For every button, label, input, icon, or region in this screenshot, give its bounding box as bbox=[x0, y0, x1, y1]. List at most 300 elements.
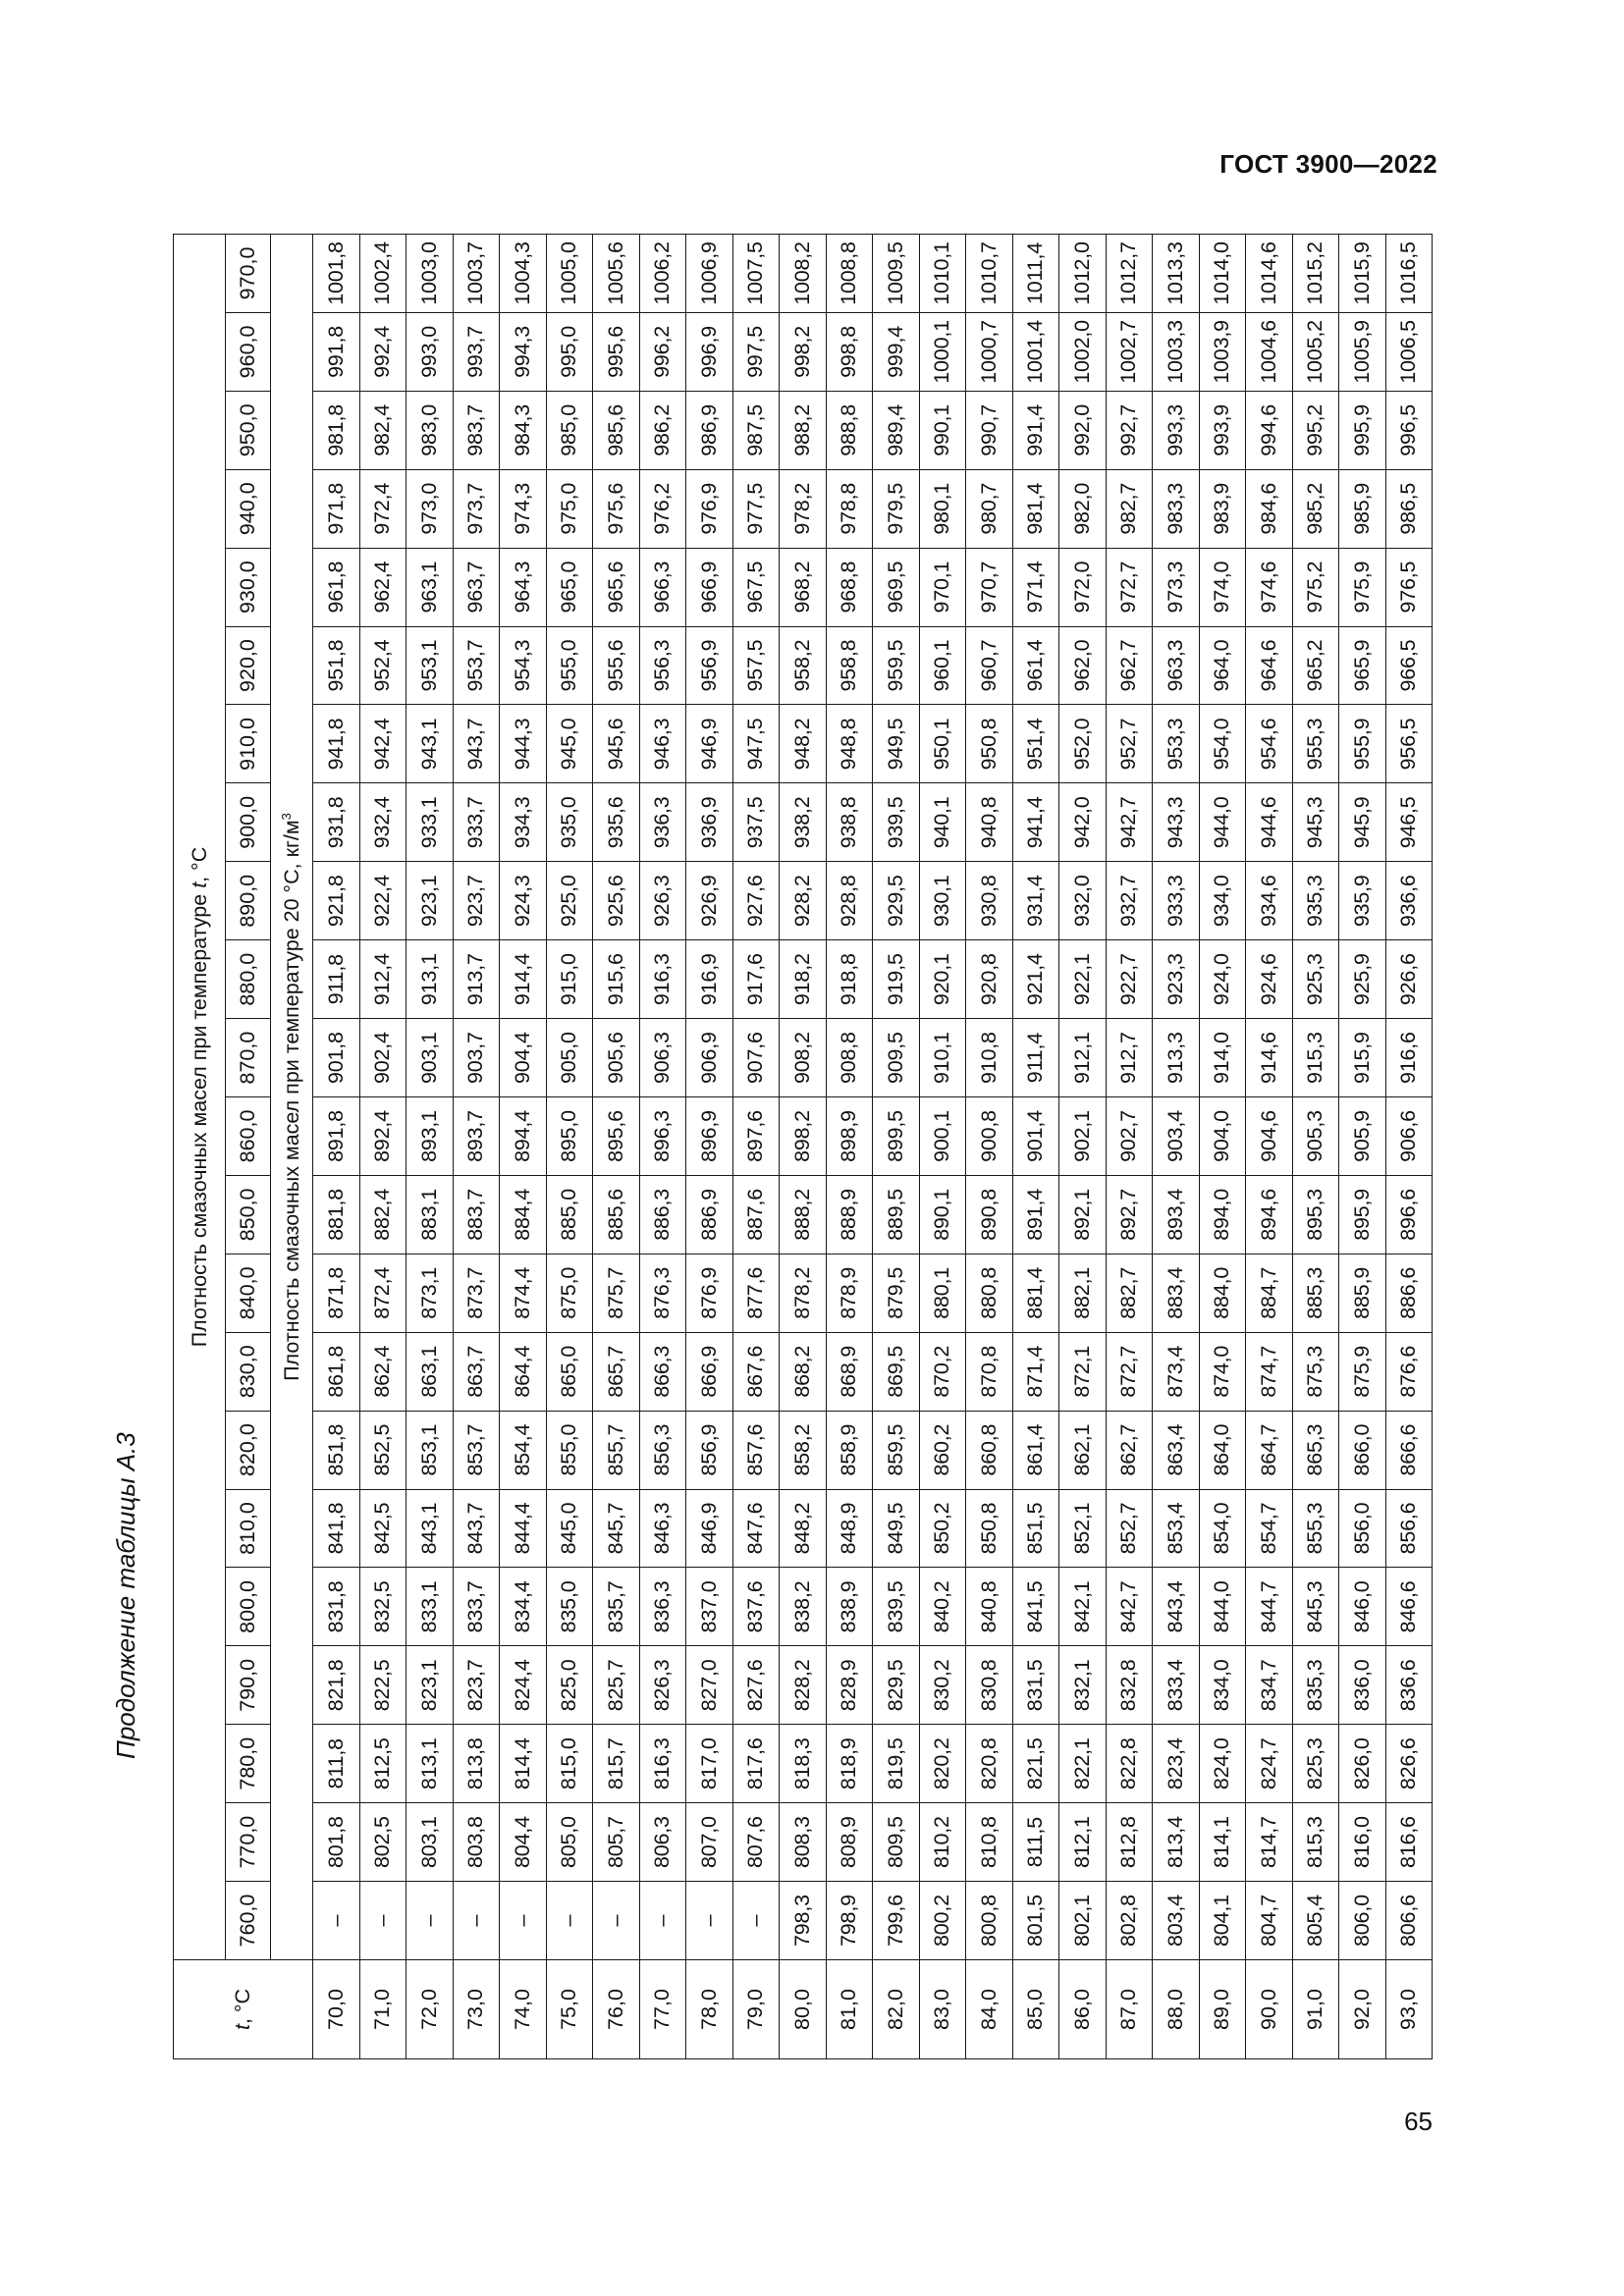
density-cell: 891,8 bbox=[313, 1097, 360, 1176]
density-cell: 862,7 bbox=[1106, 1411, 1153, 1489]
density-cell: 959,5 bbox=[873, 626, 920, 705]
caption-anchor bbox=[111, 1432, 140, 1760]
column-header: 960,0 bbox=[226, 312, 271, 391]
table-row bbox=[1106, 235, 1153, 2059]
density-cell: 1002,4 bbox=[359, 235, 406, 313]
density-cell: 912,7 bbox=[1106, 1019, 1153, 1097]
density-cell: 922,4 bbox=[359, 862, 406, 940]
table-row bbox=[1292, 235, 1339, 2059]
density-cell: 803,4 bbox=[1153, 1882, 1200, 1960]
density-cell: 926,3 bbox=[639, 862, 686, 940]
density-cell: 890,8 bbox=[966, 1175, 1013, 1254]
density-cell: 833,7 bbox=[453, 1568, 500, 1646]
density-cell: 818,3 bbox=[780, 1725, 827, 1803]
density-cell: 852,1 bbox=[1059, 1489, 1107, 1568]
density-cell: 876,3 bbox=[639, 1254, 686, 1332]
density-cell: 864,0 bbox=[1199, 1411, 1246, 1489]
density-cell: 871,4 bbox=[1012, 1332, 1059, 1411]
density-cell: 955,0 bbox=[546, 626, 593, 705]
row-temperature: 76,0 bbox=[593, 1960, 640, 2059]
document-code: ГОСТ 3900—2022 bbox=[1219, 149, 1437, 179]
row-temperature: 88,0 bbox=[1153, 1960, 1200, 2059]
density-cell: 991,8 bbox=[313, 312, 360, 391]
density-cell: 938,2 bbox=[780, 783, 827, 862]
density-cell: 869,5 bbox=[873, 1332, 920, 1411]
density-cell: 858,2 bbox=[780, 1411, 827, 1489]
density-cell: 911,8 bbox=[313, 940, 360, 1019]
density-cell: 872,4 bbox=[359, 1254, 406, 1332]
row-temperature: 84,0 bbox=[966, 1960, 1013, 2059]
density-cell: 841,8 bbox=[313, 1489, 360, 1568]
density-cell: 809,5 bbox=[873, 1803, 920, 1882]
density-cell: 844,7 bbox=[1246, 1568, 1293, 1646]
density-cell: 952,4 bbox=[359, 626, 406, 705]
density-cell: – bbox=[313, 1882, 360, 1960]
density-cell: 996,2 bbox=[639, 312, 686, 391]
density-cell: 903,1 bbox=[406, 1019, 454, 1097]
density-cell: 1000,1 bbox=[919, 312, 966, 391]
density-cell: 862,1 bbox=[1059, 1411, 1107, 1489]
column-header: 820,0 bbox=[226, 1411, 271, 1489]
density-cell: 826,6 bbox=[1385, 1725, 1433, 1803]
density-cell: 933,7 bbox=[453, 783, 500, 862]
density-cell: 933,1 bbox=[406, 783, 454, 862]
density-cell: 975,9 bbox=[1339, 548, 1386, 626]
density-cell: 884,0 bbox=[1199, 1254, 1246, 1332]
density-cell: 808,9 bbox=[826, 1803, 873, 1882]
density-cell: 840,8 bbox=[966, 1568, 1013, 1646]
density-cell: 863,4 bbox=[1153, 1411, 1200, 1489]
density-cell: 850,8 bbox=[966, 1489, 1013, 1568]
density-cell: 840,2 bbox=[919, 1568, 966, 1646]
density-cell: 1013,3 bbox=[1153, 235, 1200, 313]
density-cell: 996,9 bbox=[686, 312, 733, 391]
density-cell: 816,6 bbox=[1385, 1803, 1433, 1882]
density-cell: 909,5 bbox=[873, 1019, 920, 1097]
density-cell: 880,8 bbox=[966, 1254, 1013, 1332]
density-cell: 993,0 bbox=[406, 312, 454, 391]
density-cell: 931,8 bbox=[313, 783, 360, 862]
density-cell: 993,7 bbox=[453, 312, 500, 391]
column-header: 840,0 bbox=[226, 1254, 271, 1332]
density-cell: 943,7 bbox=[453, 705, 500, 783]
density-cell: 960,1 bbox=[919, 626, 966, 705]
density-cell: 953,3 bbox=[1153, 705, 1200, 783]
density-cell: 900,1 bbox=[919, 1097, 966, 1176]
density-cell: 985,0 bbox=[546, 391, 593, 469]
density-cell: 940,1 bbox=[919, 783, 966, 862]
density-cell: 961,8 bbox=[313, 548, 360, 626]
density-cell: 845,3 bbox=[1292, 1568, 1339, 1646]
table-row bbox=[1199, 235, 1246, 2059]
density-cell: 856,9 bbox=[686, 1411, 733, 1489]
density-cell: 866,3 bbox=[639, 1332, 686, 1411]
density-cell: 865,3 bbox=[1292, 1411, 1339, 1489]
density-cell: 866,9 bbox=[686, 1332, 733, 1411]
density-cell: 990,7 bbox=[966, 391, 1013, 469]
table-row bbox=[1339, 235, 1386, 2059]
density-cell: 986,9 bbox=[686, 391, 733, 469]
density-cell: 957,5 bbox=[732, 626, 780, 705]
density-cell: 960,7 bbox=[966, 626, 1013, 705]
density-cell: 931,4 bbox=[1012, 862, 1059, 940]
column-header: 830,0 bbox=[226, 1332, 271, 1411]
group-header bbox=[174, 235, 226, 1960]
density-cell: 935,9 bbox=[1339, 862, 1386, 940]
density-cell: 926,6 bbox=[1385, 940, 1433, 1019]
density-cell: 850,2 bbox=[919, 1489, 966, 1568]
density-cell: 954,3 bbox=[500, 626, 547, 705]
density-cell: 995,9 bbox=[1339, 391, 1386, 469]
density-cell: 828,9 bbox=[826, 1646, 873, 1725]
density-cell: 933,3 bbox=[1153, 862, 1200, 940]
density-cell: 905,0 bbox=[546, 1019, 593, 1097]
density-cell: 837,0 bbox=[686, 1568, 733, 1646]
density-cell: 922,1 bbox=[1059, 940, 1107, 1019]
density-cell: 927,6 bbox=[732, 862, 780, 940]
density-cell: 961,4 bbox=[1012, 626, 1059, 705]
density-cell: 846,0 bbox=[1339, 1568, 1386, 1646]
density-cell: 848,2 bbox=[780, 1489, 827, 1568]
density-cell: 886,9 bbox=[686, 1175, 733, 1254]
density-cell: 966,9 bbox=[686, 548, 733, 626]
density-cell: 971,4 bbox=[1012, 548, 1059, 626]
density-cell: 894,6 bbox=[1246, 1175, 1293, 1254]
density-cell: 861,4 bbox=[1012, 1411, 1059, 1489]
density-cell: 955,3 bbox=[1292, 705, 1339, 783]
density-cell: 799,6 bbox=[873, 1882, 920, 1960]
density-cell: 932,7 bbox=[1106, 862, 1153, 940]
column-header: 890,0 bbox=[226, 862, 271, 940]
density-cell: 1015,2 bbox=[1292, 235, 1339, 313]
density-cell: 983,0 bbox=[406, 391, 454, 469]
density-cell: 853,4 bbox=[1153, 1489, 1200, 1568]
density-cell: 978,8 bbox=[826, 469, 873, 548]
density-cell: 836,3 bbox=[639, 1568, 686, 1646]
density-cell: 893,4 bbox=[1153, 1175, 1200, 1254]
density-cell: 864,7 bbox=[1246, 1411, 1293, 1489]
row-temperature: 87,0 bbox=[1106, 1960, 1153, 2059]
density-cell: 882,7 bbox=[1106, 1254, 1153, 1332]
density-cell: 1012,0 bbox=[1059, 235, 1107, 313]
density-cell: 976,9 bbox=[686, 469, 733, 548]
density-cell: 864,4 bbox=[500, 1332, 547, 1411]
density-cell: 942,4 bbox=[359, 705, 406, 783]
density-cell: 965,9 bbox=[1339, 626, 1386, 705]
density-cell: 800,2 bbox=[919, 1882, 966, 1960]
density-cell: 835,7 bbox=[593, 1568, 640, 1646]
density-cell: 871,8 bbox=[313, 1254, 360, 1332]
density-cell: 1010,1 bbox=[919, 235, 966, 313]
density-cell: 890,1 bbox=[919, 1175, 966, 1254]
density-cell: 939,5 bbox=[873, 783, 920, 862]
density-cell: 965,0 bbox=[546, 548, 593, 626]
row-temperature: 70,0 bbox=[313, 1960, 360, 2059]
density-cell: 973,0 bbox=[406, 469, 454, 548]
density-cell: 925,0 bbox=[546, 862, 593, 940]
density-cell: 883,4 bbox=[1153, 1254, 1200, 1332]
density-cell: 851,5 bbox=[1012, 1489, 1059, 1568]
density-cell: 948,8 bbox=[826, 705, 873, 783]
density-cell: 885,3 bbox=[1292, 1254, 1339, 1332]
density-cell: 878,2 bbox=[780, 1254, 827, 1332]
row-temperature: 89,0 bbox=[1199, 1960, 1246, 2059]
density-cell: 816,0 bbox=[1339, 1803, 1386, 1882]
density-cell: 968,8 bbox=[826, 548, 873, 626]
density-cell: 855,0 bbox=[546, 1411, 593, 1489]
density-cell: 806,6 bbox=[1385, 1882, 1433, 1960]
density-cell: 825,0 bbox=[546, 1646, 593, 1725]
density-cell: 801,8 bbox=[313, 1803, 360, 1882]
density-cell: 1005,2 bbox=[1292, 312, 1339, 391]
density-cell: 1015,9 bbox=[1339, 235, 1386, 313]
density-cell: 802,5 bbox=[359, 1803, 406, 1882]
density-cell: – bbox=[639, 1882, 686, 1960]
density-cell: 955,9 bbox=[1339, 705, 1386, 783]
table-row bbox=[453, 235, 500, 2059]
density-cell: 952,7 bbox=[1106, 705, 1153, 783]
density-cell: 923,7 bbox=[453, 862, 500, 940]
density-cell: 895,9 bbox=[1339, 1175, 1386, 1254]
density-cell: 980,7 bbox=[966, 469, 1013, 548]
density-cell: 827,0 bbox=[686, 1646, 733, 1725]
density-cell: 951,4 bbox=[1012, 705, 1059, 783]
density-cell: 925,6 bbox=[593, 862, 640, 940]
group-header-text: Плотность смазочных масел при температуре bbox=[187, 887, 211, 1348]
density-cell: 998,8 bbox=[826, 312, 873, 391]
density-cell: 972,0 bbox=[1059, 548, 1107, 626]
density-cell: 891,4 bbox=[1012, 1175, 1059, 1254]
density-cell: 989,4 bbox=[873, 391, 920, 469]
column-header: 930,0 bbox=[226, 548, 271, 626]
density-cell: 964,6 bbox=[1246, 626, 1293, 705]
density-cell: 882,1 bbox=[1059, 1254, 1107, 1332]
density-cell: 815,3 bbox=[1292, 1803, 1339, 1882]
density-cell: 895,6 bbox=[593, 1097, 640, 1176]
density-cell: 973,7 bbox=[453, 469, 500, 548]
density-cell: 972,4 bbox=[359, 469, 406, 548]
density-cell: 983,3 bbox=[1153, 469, 1200, 548]
density-cell: 1003,3 bbox=[1153, 312, 1200, 391]
density-cell: 937,5 bbox=[732, 783, 780, 862]
density-cell: 913,3 bbox=[1153, 1019, 1200, 1097]
density-cell: 1016,5 bbox=[1385, 235, 1433, 313]
density-cell: 932,4 bbox=[359, 783, 406, 862]
density-cell: 1003,7 bbox=[453, 235, 500, 313]
density-cell: 965,2 bbox=[1292, 626, 1339, 705]
density-cell: 865,0 bbox=[546, 1332, 593, 1411]
density-cell: 833,1 bbox=[406, 1568, 454, 1646]
density-cell: 841,5 bbox=[1012, 1568, 1059, 1646]
density-cell: 954,6 bbox=[1246, 705, 1293, 783]
density-cell: 944,0 bbox=[1199, 783, 1246, 862]
density-cell: 985,6 bbox=[593, 391, 640, 469]
density-cell: 951,8 bbox=[313, 626, 360, 705]
density-cell: 955,6 bbox=[593, 626, 640, 705]
density-cell: 885,9 bbox=[1339, 1254, 1386, 1332]
density-cell: 860,2 bbox=[919, 1411, 966, 1489]
density-cell: 924,6 bbox=[1246, 940, 1293, 1019]
density-cell: 970,1 bbox=[919, 548, 966, 626]
density-cell: 806,0 bbox=[1339, 1882, 1386, 1960]
density-cell: 982,7 bbox=[1106, 469, 1153, 548]
density-cell: 894,4 bbox=[500, 1097, 547, 1176]
density-cell: 942,7 bbox=[1106, 783, 1153, 862]
density-cell: 873,1 bbox=[406, 1254, 454, 1332]
density-cell: 993,3 bbox=[1153, 391, 1200, 469]
density-cell: 923,1 bbox=[406, 862, 454, 940]
density-cell: 824,0 bbox=[1199, 1725, 1246, 1803]
density-cell: 851,8 bbox=[313, 1411, 360, 1489]
density-cell: 837,6 bbox=[732, 1568, 780, 1646]
row-temperature: 71,0 bbox=[359, 1960, 406, 2059]
density-cell: 872,7 bbox=[1106, 1332, 1153, 1411]
density-cell: 905,3 bbox=[1292, 1097, 1339, 1176]
density-cell: 996,5 bbox=[1385, 391, 1433, 469]
density-cell: 852,5 bbox=[359, 1411, 406, 1489]
density-cell: 983,7 bbox=[453, 391, 500, 469]
density-cell: 823,7 bbox=[453, 1646, 500, 1725]
density-cell: 831,8 bbox=[313, 1568, 360, 1646]
density-cell: 908,2 bbox=[780, 1019, 827, 1097]
density-cell: 900,8 bbox=[966, 1097, 1013, 1176]
density-cell: 874,4 bbox=[500, 1254, 547, 1332]
density-cell: 846,6 bbox=[1385, 1568, 1433, 1646]
density-cell: 964,3 bbox=[500, 548, 547, 626]
density-cell: 969,5 bbox=[873, 548, 920, 626]
density-cell: 915,6 bbox=[593, 940, 640, 1019]
density-cell: 982,0 bbox=[1059, 469, 1107, 548]
table-anchor bbox=[173, 241, 1421, 2060]
density-cell: 906,6 bbox=[1385, 1097, 1433, 1176]
table-row bbox=[639, 235, 686, 2059]
density-cell: 804,1 bbox=[1199, 1882, 1246, 1960]
density-cell: 863,7 bbox=[453, 1332, 500, 1411]
density-cell: 928,8 bbox=[826, 862, 873, 940]
density-cell: 870,8 bbox=[966, 1332, 1013, 1411]
density-cell: 824,4 bbox=[500, 1646, 547, 1725]
density-cell: 916,3 bbox=[639, 940, 686, 1019]
density-cell: – bbox=[406, 1882, 454, 1960]
density-cell: 967,5 bbox=[732, 548, 780, 626]
t-column-header bbox=[174, 1960, 313, 2059]
density-cell: 873,4 bbox=[1153, 1332, 1200, 1411]
density-cell: 956,5 bbox=[1385, 705, 1433, 783]
density-cell: 965,6 bbox=[593, 548, 640, 626]
density-cell: 958,8 bbox=[826, 626, 873, 705]
density-cell: 805,0 bbox=[546, 1803, 593, 1882]
density-cell: 813,1 bbox=[406, 1725, 454, 1803]
density-cell: 985,9 bbox=[1339, 469, 1386, 548]
density-cell: 886,6 bbox=[1385, 1254, 1433, 1332]
density-cell: 988,8 bbox=[826, 391, 873, 469]
density-cell: 988,2 bbox=[780, 391, 827, 469]
table-row bbox=[406, 235, 454, 2059]
density-cell: 819,5 bbox=[873, 1725, 920, 1803]
density-cell: 964,0 bbox=[1199, 626, 1246, 705]
density-cell: 1006,9 bbox=[686, 235, 733, 313]
table-row bbox=[1246, 235, 1293, 2059]
density-cell: 834,0 bbox=[1199, 1646, 1246, 1725]
density-cell: 899,5 bbox=[873, 1097, 920, 1176]
density-cell: 902,1 bbox=[1059, 1097, 1107, 1176]
density-cell: 912,1 bbox=[1059, 1019, 1107, 1097]
density-cell: 932,0 bbox=[1059, 862, 1107, 940]
density-cell: 798,3 bbox=[780, 1882, 827, 1960]
density-cell: 950,8 bbox=[966, 705, 1013, 783]
density-cell: 944,6 bbox=[1246, 783, 1293, 862]
page-number: 65 bbox=[1404, 2107, 1433, 2136]
density-cell: 896,9 bbox=[686, 1097, 733, 1176]
density-cell: 815,7 bbox=[593, 1725, 640, 1803]
density-cell: – bbox=[546, 1882, 593, 1960]
column-header: 870,0 bbox=[226, 1019, 271, 1097]
row-temperature: 75,0 bbox=[546, 1960, 593, 2059]
density-cell: 888,9 bbox=[826, 1175, 873, 1254]
density-cell: 925,3 bbox=[1292, 940, 1339, 1019]
density-cell: 856,0 bbox=[1339, 1489, 1386, 1568]
density-cell: 953,7 bbox=[453, 626, 500, 705]
density-cell: 855,7 bbox=[593, 1411, 640, 1489]
density-cell: 975,0 bbox=[546, 469, 593, 548]
density-cell: 949,5 bbox=[873, 705, 920, 783]
density-cell: 1005,0 bbox=[546, 235, 593, 313]
density-cell: 941,4 bbox=[1012, 783, 1059, 862]
density-cell: 812,5 bbox=[359, 1725, 406, 1803]
density-cell: 925,9 bbox=[1339, 940, 1386, 1019]
density-cell: 916,9 bbox=[686, 940, 733, 1019]
row-temperature: 77,0 bbox=[639, 1960, 686, 2059]
table-row bbox=[780, 235, 827, 2059]
column-header: 850,0 bbox=[226, 1175, 271, 1254]
row-temperature: 78,0 bbox=[686, 1960, 733, 2059]
density-cell: 953,1 bbox=[406, 626, 454, 705]
density-cell: 904,6 bbox=[1246, 1097, 1293, 1176]
density-cell: 972,7 bbox=[1106, 548, 1153, 626]
density-cell: 816,3 bbox=[639, 1725, 686, 1803]
density-cell: 950,1 bbox=[919, 705, 966, 783]
density-cell: 894,0 bbox=[1199, 1175, 1246, 1254]
density-cell: 803,1 bbox=[406, 1803, 454, 1882]
row-temperature: 90,0 bbox=[1246, 1960, 1293, 2059]
density-cell: 835,3 bbox=[1292, 1646, 1339, 1725]
density-cell: 995,2 bbox=[1292, 391, 1339, 469]
t-unit: , °C bbox=[231, 1988, 254, 2025]
density-cell: 1004,6 bbox=[1246, 312, 1293, 391]
column-header: 900,0 bbox=[226, 783, 271, 862]
density-cell: 903,4 bbox=[1153, 1097, 1200, 1176]
density-cell: 895,0 bbox=[546, 1097, 593, 1176]
density-cell: 1003,9 bbox=[1199, 312, 1246, 391]
density-cell: 954,0 bbox=[1199, 705, 1246, 783]
density-cell: 980,1 bbox=[919, 469, 966, 548]
density-cell: 834,7 bbox=[1246, 1646, 1293, 1725]
density-cell: 913,7 bbox=[453, 940, 500, 1019]
density-cell: 919,5 bbox=[873, 940, 920, 1019]
density-cell: – bbox=[593, 1882, 640, 1960]
density-cell: 826,0 bbox=[1339, 1725, 1386, 1803]
density-cell: 1002,7 bbox=[1106, 312, 1153, 391]
density-cell: 983,9 bbox=[1199, 469, 1246, 548]
density-cell: 825,7 bbox=[593, 1646, 640, 1725]
density-cell: 993,9 bbox=[1199, 391, 1246, 469]
density-cell: 912,4 bbox=[359, 940, 406, 1019]
table-caption: Продолжение таблицы А.3 bbox=[111, 1432, 140, 1759]
density-cell: 897,6 bbox=[732, 1097, 780, 1176]
density-cell: 888,2 bbox=[780, 1175, 827, 1254]
density-cell: 986,5 bbox=[1385, 469, 1433, 548]
density-cell: 853,7 bbox=[453, 1411, 500, 1489]
